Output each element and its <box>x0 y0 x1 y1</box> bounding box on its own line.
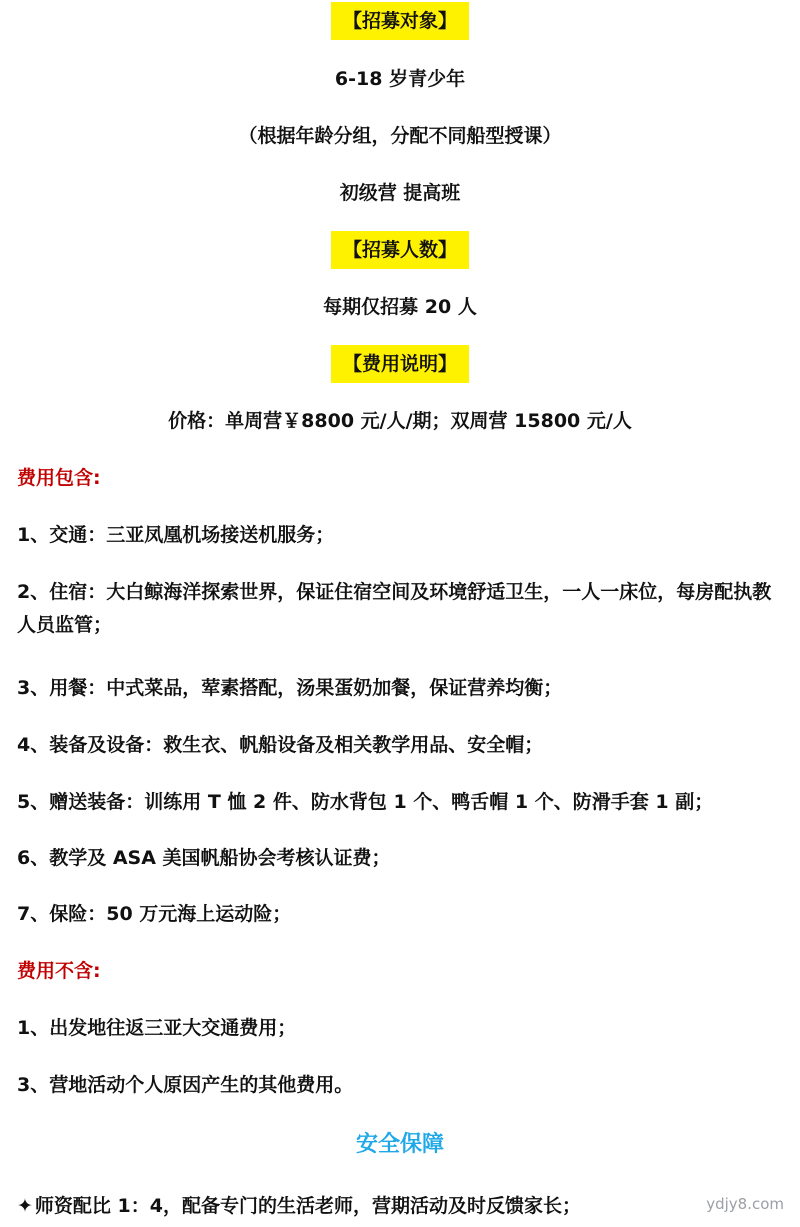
fee-included-title: 费用包含: <box>17 467 101 489</box>
recruit-target-section <box>0 2 800 40</box>
watermark-text: ydjy8.com <box>706 1195 784 1213</box>
recruit-count-section <box>0 231 800 269</box>
fee-section <box>0 345 800 383</box>
fee-included-item: 7、保险：50 万元海上运动险； <box>17 903 292 925</box>
fee-excluded-title: 费用不含: <box>17 960 101 982</box>
fee-included-item: 3、用餐：中式菜品，荤素搭配，汤果蛋奶加餐，保证营养均衡； <box>17 677 563 699</box>
fee-included-item: 4、装备及设备：救生衣、帆船设备及相关教学用品、安全帽； <box>17 734 544 756</box>
fee-excluded-item: 1、出发地往返三亚大交通费用； <box>17 1017 297 1039</box>
recruit-count-text: 每期仅招募 20 人 <box>323 296 477 318</box>
fee-included-item: 2、住宿：大白鲸海洋探索世界，保证住宿空间及环境舒适卫生，一人一床位，每房配执教人员监管； <box>17 581 772 636</box>
recruit-count-heading: 【招募人数】 <box>331 231 469 269</box>
safety-item <box>17 1191 787 1221</box>
recruit-levels-text: 初级营 提高班 <box>339 182 461 204</box>
safety-item-text: 师资配比 1：4，配备专门的生活老师，营期活动及时反馈家长； <box>34 1195 581 1217</box>
fee-included-item: 5、赠送装备：训练用 T 恤 2 件、防水背包 1 个、鸭舌帽 1 个、防滑手套 1 副； <box>17 791 714 813</box>
recruit-group-note: （根据年龄分组，分配不同船型授课） <box>238 125 562 147</box>
star-icon: ✦ <box>17 1195 33 1217</box>
fee-included-item: 6、教学及 ASA 美国帆船协会考核认证费； <box>17 847 391 869</box>
fee-excluded-item: 3、营地活动个人原因产生的其他费用。 <box>17 1074 354 1096</box>
recruit-age-text: 6-18 岁青少年 <box>334 68 466 90</box>
recruit-target-heading: 【招募对象】 <box>331 2 469 40</box>
fee-price-text: 价格：单周营￥8800 元/人/期；双周营 15800 元/人 <box>168 410 632 432</box>
fee-included-item: 1、交通：三亚凤凰机场接送机服务； <box>17 524 335 546</box>
fee-heading: 【费用说明】 <box>331 345 469 383</box>
safety-title: 安全保障 <box>355 1132 444 1157</box>
